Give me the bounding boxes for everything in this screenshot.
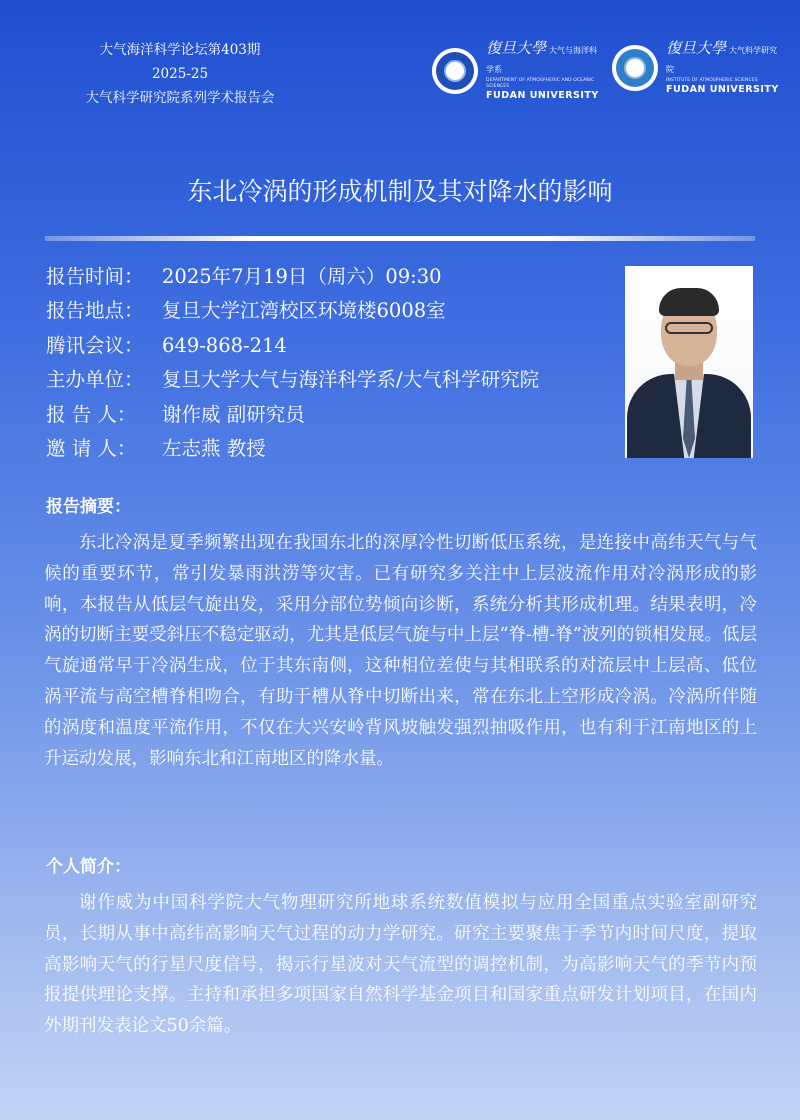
institute-logo	[612, 40, 782, 96]
inst-logo-calligraphy: 復旦大學	[666, 39, 727, 57]
forum-issue: 大气海洋科学论坛第403期	[99, 42, 261, 58]
info-label: 报 告 人：	[46, 402, 137, 426]
dept-logo-calligraphy: 復旦大學	[486, 39, 547, 57]
talk-title: 东北冷涡的形成机制及其对降水的影响	[187, 177, 613, 206]
info-value: 左志燕 教授	[162, 436, 266, 460]
institute-seal-icon	[612, 45, 658, 91]
inst-logo-en: FUDAN UNIVERSITY	[666, 84, 779, 95]
info-label: 腾讯会议：	[46, 333, 144, 357]
dept-seal-icon	[432, 48, 478, 94]
title-divider	[45, 236, 755, 241]
info-row-host	[46, 363, 626, 397]
info-label: 报告地点：	[46, 299, 144, 323]
inst-logo-en-small: INSTITUTE OF ATMOSPHERIC SCIENCES	[666, 78, 758, 83]
bio-heading: 个人简介：	[46, 857, 131, 877]
info-value: 2025年7月19日（周六）09:30	[162, 265, 442, 288]
info-row-meeting	[46, 329, 626, 363]
info-label: 报告时间：	[46, 265, 144, 288]
dept-logo	[432, 40, 602, 102]
info-label: 邀 请 人：	[46, 436, 137, 460]
forum-info	[60, 38, 300, 110]
dept-logo-cn: 大气与海洋科学系	[486, 46, 598, 74]
inst-logo-cn: 大气科学研究院	[666, 46, 778, 74]
info-label: 主办单位：	[46, 368, 144, 392]
info-row-speaker	[46, 398, 626, 432]
speaker-photo	[625, 266, 753, 458]
bio-text: 谢作威为中国科学院大气物理研究所地球系统数值模拟与应用全国重点实验室副研究员，长期从事中高纬高影响天气过程的动力学研究。研究主要聚焦于季节内时间尺度，提取高影响天气的行星尺度信号，揭示行星波对天气流型的调控机制，为高影响天气的季节内预报提供理论支撑。主持和承担多项国家自然科学基金项目和国家重点研发计划项目，在国内外期刊发表论文50余篇。	[44, 893, 757, 1037]
info-row-time	[46, 260, 626, 294]
forum-series-name: 大气科学研究院系列学术报告会	[85, 90, 275, 106]
info-value: 复旦大学江湾校区环境楼6008室	[162, 299, 446, 323]
info-value: 谢作威 副研究员	[162, 402, 305, 426]
logo-group	[432, 39, 779, 101]
abstract-heading: 报告摘要：	[46, 497, 131, 517]
dept-logo-en-small: DEPARTMENT OF ATMOSPHERIC AND OCEANIC SCIENCES	[486, 78, 595, 89]
info-row-inviter	[46, 432, 626, 466]
forum-series-number: 2025-25	[151, 66, 209, 82]
info-value: 649-868-214	[162, 333, 287, 357]
abstract-text: 东北冷涡是夏季频繁出现在我国东北的深厚冷性切断低压系统，是连接中高纬天气与气候的重要环节，常引发暴雨洪涝等灾害。已有研究多关注中上层波流作用对冷涡形成的影响，本报告从低层气旋出发，采用分部位势倾向诊断，系统分析其形成机理。结果表明，冷涡的切断主要受斜压不稳定驱动，尤其是低层气旋与中上层“脊-槽-脊”波列的锁相发展。低层气旋通常早于冷涡生成，位于其东南侧，这种相位差使与其相联系的对流层中上层高、低位涡平流与高空槽脊相吻合，有助于槽从脊中切断出来，常在东北上空形成冷涡。冷涡所伴随的涡度和温度平流作用，不仅在大兴安岭背风坡触发强烈抽吸作用，也有利于江南地区的上升运动发展，影响东北和江南地区的降水量。	[44, 533, 757, 769]
info-value: 复旦大学大气与海洋科学系/大气科学研究院	[162, 368, 540, 392]
talk-info	[46, 260, 626, 466]
dept-logo-en: FUDAN UNIVERSITY	[486, 90, 599, 101]
info-row-location	[46, 294, 626, 328]
